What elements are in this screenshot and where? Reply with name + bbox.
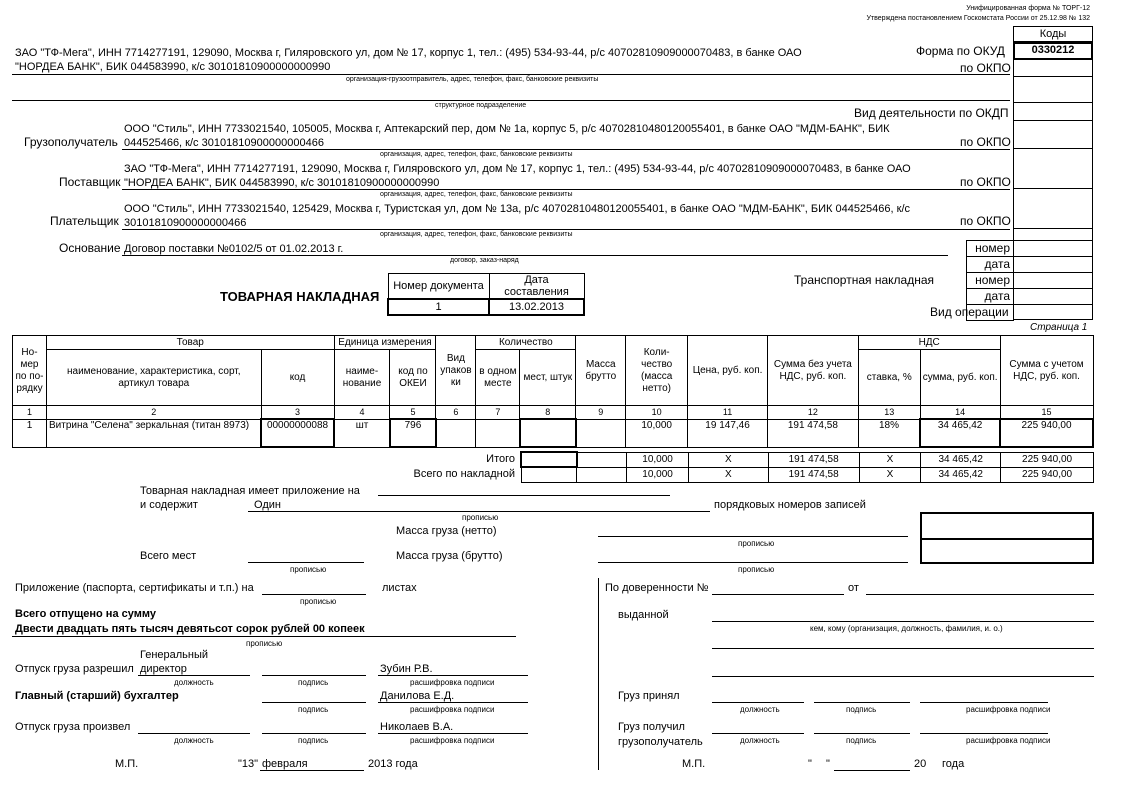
vsego-vat: 34 465,42 bbox=[921, 467, 1001, 482]
itogo-label: Итого bbox=[486, 453, 515, 465]
codes-label: Коды bbox=[1039, 28, 1067, 40]
col-net-header: Коли-чество (масса нетто) bbox=[626, 336, 688, 406]
cap-position-5: должность bbox=[740, 736, 780, 745]
name1: Зубин Р.В. bbox=[380, 663, 433, 675]
row-total: 225 940,00 bbox=[1000, 419, 1093, 447]
year-20: 20 bbox=[914, 758, 927, 770]
row-price: 19 147,46 bbox=[688, 419, 768, 447]
row-pack bbox=[436, 419, 476, 447]
payer-line1: ООО "Стиль", ИНН 7733021540, 125429, Москва г, Туристская ул, дом № 13а, р/с 40702810480120055401, в банке ОАО "МДМ-БАНК", БИК 044525466, к/с bbox=[124, 203, 911, 215]
itogo-net: 10,000 bbox=[627, 452, 689, 467]
operation-label: Вид операции bbox=[930, 305, 1009, 319]
in-words-caption-3: прописью bbox=[290, 565, 327, 574]
row-gross bbox=[576, 419, 626, 447]
consignee-line2: 044525466, к/с 30101810900000000466 bbox=[124, 137, 324, 149]
row-places bbox=[520, 419, 576, 447]
cap-sign-1: подпись bbox=[298, 678, 329, 687]
doc-date-header: Дата составления bbox=[489, 274, 584, 300]
supplier-line2: "НОРДЕА БАНК", БИК 044583990, к/с 30101810900000000990 bbox=[124, 177, 440, 189]
row-sum: 191 474,58 bbox=[767, 419, 858, 447]
total-sum-label: Всего отпущено на сумму bbox=[15, 608, 156, 620]
quote-close: " bbox=[826, 758, 830, 770]
row-no: 1 bbox=[13, 419, 47, 447]
codes-column bbox=[1013, 26, 1093, 320]
col-num: 8 bbox=[520, 406, 576, 420]
row-name: Витрина "Селена" зеркальная (титан 8973) bbox=[46, 419, 261, 447]
row-code: 00000000088 bbox=[261, 419, 334, 447]
col-gross-header: Масса брутто bbox=[576, 336, 626, 406]
cap-decode-1: расшифровка подписи bbox=[410, 678, 495, 687]
col-sum-vat-header: Сумма с учетом НДС, руб. коп. bbox=[1000, 336, 1093, 406]
goda-label: года bbox=[942, 758, 965, 770]
records-label: порядковых номеров записей bbox=[714, 499, 866, 511]
col-price-header: Цена, руб. коп. bbox=[688, 336, 768, 406]
col-num: 12 bbox=[767, 406, 858, 420]
goods-table bbox=[12, 335, 1094, 448]
unified-form-label: Унифицированная форма № ТОРГ-12 bbox=[966, 5, 1090, 12]
col-qty-header: Количество bbox=[476, 336, 576, 350]
col-okei-header: код по ОКЕИ bbox=[390, 350, 436, 406]
col-num: 7 bbox=[476, 406, 520, 420]
payer-label: Плательщик bbox=[50, 214, 119, 228]
consignee-label: Грузополучатель bbox=[24, 135, 118, 149]
shipper-line2: "НОРДЕА БАНК", БИК 044583990, к/с 30101810900000000990 bbox=[15, 61, 331, 73]
chief-acc-label: Главный (старший) бухгалтер bbox=[15, 690, 179, 702]
consignee-caption: организация, адрес, телефон, факс, банковские реквизиты bbox=[380, 151, 573, 158]
basis-date-label: дата bbox=[984, 257, 1010, 271]
doc-num-value: 1 bbox=[388, 299, 489, 315]
in-words-caption-2: прописью bbox=[738, 539, 775, 548]
supplier-caption: организация, адрес, телефон, факс, банковские реквизиты bbox=[380, 191, 573, 198]
col-num: 3 bbox=[261, 406, 334, 420]
mp-label-2: М.П. bbox=[682, 758, 706, 770]
in-words-caption-1: прописью bbox=[462, 513, 499, 522]
col-num: 10 bbox=[626, 406, 688, 420]
okpo-label-1: по ОКПО bbox=[960, 61, 1011, 75]
issued-label: выданной bbox=[618, 609, 669, 621]
total-words: Двести двадцать пять тысяч девятьсот сорок рублей 00 копеек bbox=[15, 623, 365, 635]
approved-label: Утверждена постановлением Госкомстата России от 25.12.98 № 132 bbox=[866, 15, 1090, 22]
cap-sign-3: подпись bbox=[298, 736, 329, 745]
col-qty-places-header: мест, штук bbox=[520, 350, 576, 406]
col-sum-novat-header: Сумма без учета НДС, руб. коп. bbox=[767, 336, 858, 406]
supplier-label: Поставщик bbox=[59, 175, 121, 189]
row-rate: 18% bbox=[858, 419, 920, 447]
col-num: 11 bbox=[688, 406, 768, 420]
page-label: Страница 1 bbox=[1030, 322, 1088, 333]
mass-net-label: Масса груза (нетто) bbox=[396, 525, 497, 537]
col-vat-rate-header: ставка, % bbox=[858, 350, 920, 406]
doc-number-table bbox=[387, 273, 585, 316]
cap-decode-3: расшифровка подписи bbox=[410, 736, 495, 745]
date-day: "13" bbox=[238, 758, 259, 770]
cap-position-1: должность bbox=[174, 678, 214, 687]
okud-code: 0330212 bbox=[1031, 44, 1075, 56]
vsego-price: X bbox=[689, 467, 769, 482]
cap-decode-4: расшифровка подписи bbox=[966, 705, 1051, 714]
okpo-label-2: по ОКПО bbox=[960, 135, 1011, 149]
consignee-line1: ООО "Стиль", ИНН 7733021540, 105005, Москва г, Аптекарский пер, дом № 1а, корпус 5, р/с 40702810480120055401, в банке ОАО "МДМ-БАНК", БИК bbox=[124, 123, 890, 135]
itogo-vat: 34 465,42 bbox=[921, 452, 1001, 467]
mass-gross-label: Масса груза (брутто) bbox=[396, 550, 503, 562]
cap-position-3: должность bbox=[174, 736, 214, 745]
cap-sign-2: подпись bbox=[298, 705, 329, 714]
sheets-label: листах bbox=[382, 582, 417, 594]
cap-decode-2: расшифровка подписи bbox=[410, 705, 495, 714]
okpo-label-4: по ОКПО bbox=[960, 214, 1011, 228]
col-num: 9 bbox=[576, 406, 626, 420]
col-num: 6 bbox=[436, 406, 476, 420]
col-num: 1 bbox=[13, 406, 47, 420]
cap-position-4: должность bbox=[740, 705, 780, 714]
release-allowed-label: Отпуск груза разрешил bbox=[15, 663, 134, 675]
col-qty-one-header: в одном месте bbox=[476, 350, 520, 406]
itogo-total: 225 940,00 bbox=[1001, 452, 1094, 467]
okpo-label-3: по ОКПО bbox=[960, 175, 1011, 189]
totals-table bbox=[520, 451, 1094, 483]
col-num: 14 bbox=[920, 406, 1000, 420]
received-by-label-1: Груз получил bbox=[618, 721, 685, 733]
date-year: 2013 года bbox=[368, 758, 418, 770]
supplier-line1: ЗАО "ТФ-Мега", ИНН 7714277191, 129090, Москва г, Гиляровского ул, дом № 17, корпус 1, тел.: (495) 534-93-44, р/с 40702810909000070483, в банке ОАО bbox=[124, 163, 911, 175]
col-num: 4 bbox=[334, 406, 390, 420]
row-one bbox=[476, 419, 520, 447]
in-words-caption-4: прописью bbox=[738, 565, 775, 574]
itogo-sum: 191 474,58 bbox=[768, 452, 859, 467]
appendix-label-2: и содержит bbox=[140, 499, 198, 511]
shipper-line1: ЗАО "ТФ-Мега", ИНН 7714277191, 129090, Москва г, Гиляровского ул, дом № 17, корпус 1, тел.: (495) 534-93-44, р/с 40702810909000070483, в банке ОАО bbox=[15, 47, 802, 59]
proxy-label: По доверенности № bbox=[605, 582, 709, 594]
col-pack-header: Вид упаков ки bbox=[436, 336, 476, 406]
okud-label: Форма по ОКУД bbox=[916, 44, 1005, 58]
col-goods-header: Товар bbox=[46, 336, 334, 350]
in-words-caption-5: прописью bbox=[300, 597, 337, 606]
itogo-rate: X bbox=[859, 452, 921, 467]
row-unit: шт bbox=[334, 419, 390, 447]
appendix-label-1: Товарная накладная имеет приложение на bbox=[140, 485, 360, 497]
in-words-caption-6: прописью bbox=[246, 639, 283, 648]
attach-label: Приложение (паспорта, сертификаты и т.п.) на bbox=[15, 582, 254, 594]
name2: Данилова Е.Д. bbox=[380, 690, 455, 702]
date-month: февраля bbox=[262, 758, 308, 770]
col-goods-code-header: код bbox=[261, 350, 334, 406]
shipper-caption: организация-грузоотправитель, адрес, телефон, факс, банковские реквизиты bbox=[346, 76, 599, 83]
doc-title: ТОВАРНАЯ НАКЛАДНАЯ bbox=[220, 289, 380, 304]
payer-caption: организация, адрес, телефон, факс, банковские реквизиты bbox=[380, 231, 573, 238]
col-goods-name-header: наименование, характеристика, сорт, артикул товара bbox=[46, 350, 261, 406]
transport-number-label: номер bbox=[975, 273, 1010, 287]
dept-caption: структурное подразделение bbox=[435, 102, 527, 109]
col-num: 2 bbox=[46, 406, 261, 420]
doc-date-value: 13.02.2013 bbox=[489, 299, 584, 315]
transport-date-label: дата bbox=[984, 289, 1010, 303]
col-unit-name-header: наиме-нование bbox=[334, 350, 390, 406]
table-row bbox=[13, 419, 1094, 447]
vsego-row bbox=[521, 467, 1094, 482]
received-by-label-2: грузополучатель bbox=[618, 736, 703, 748]
cap-decode-5: расшифровка подписи bbox=[966, 736, 1051, 745]
position1a: Генеральный bbox=[140, 649, 209, 661]
col-numbers-row bbox=[13, 406, 1094, 420]
col-unit-header: Единица измерения bbox=[334, 336, 436, 350]
payer-line2: 30101810900000000466 bbox=[124, 217, 247, 229]
row-net: 10,000 bbox=[626, 419, 688, 447]
received-label: Груз принял bbox=[618, 690, 680, 702]
basis-caption: договор, заказ-наряд bbox=[450, 257, 519, 264]
mp-label-1: М.П. bbox=[115, 758, 139, 770]
vsego-sum: 191 474,58 bbox=[768, 467, 859, 482]
position1b: директор bbox=[140, 663, 187, 675]
from-label: от bbox=[848, 582, 859, 594]
col-num: 15 bbox=[1000, 406, 1093, 420]
places-label: Всего мест bbox=[140, 550, 197, 562]
row-vat: 34 465,42 bbox=[920, 419, 1000, 447]
col-vat-sum-header: сумма, руб. коп. bbox=[920, 350, 1000, 406]
basis-value: Договор поставки №0102/5 от 01.02.2013 г. bbox=[124, 243, 344, 255]
vsego-label: Всего по накладной bbox=[413, 468, 515, 480]
vsego-net: 10,000 bbox=[627, 467, 689, 482]
cap-sign-4: подпись bbox=[846, 705, 877, 714]
row-okei: 796 bbox=[390, 419, 436, 447]
issued-caption: кем, кому (организация, должность, фамилия, и. о.) bbox=[810, 624, 1003, 633]
cap-sign-5: подпись bbox=[846, 736, 877, 745]
itogo-price: X bbox=[689, 452, 769, 467]
quote-open: " bbox=[808, 758, 812, 770]
col-num: 13 bbox=[858, 406, 920, 420]
col-vat-header: НДС bbox=[858, 336, 1000, 350]
vsego-total: 225 940,00 bbox=[1001, 467, 1094, 482]
name3: Николаев В.А. bbox=[380, 721, 454, 733]
vsego-rate: X bbox=[859, 467, 921, 482]
appendix-value: Один bbox=[254, 499, 281, 511]
transport-label: Транспортная накладная bbox=[794, 273, 935, 287]
col-no-header: Но-мер по по-рядку bbox=[13, 336, 47, 406]
basis-label: Основание bbox=[59, 241, 121, 255]
itogo-row bbox=[521, 452, 1094, 467]
okdp-label: Вид деятельности по ОКДП bbox=[854, 106, 1009, 120]
basis-number-label: номер bbox=[975, 241, 1010, 255]
col-num: 5 bbox=[390, 406, 436, 420]
release-made-label: Отпуск груза произвел bbox=[15, 721, 131, 733]
doc-num-header: Номер документа bbox=[388, 274, 489, 300]
